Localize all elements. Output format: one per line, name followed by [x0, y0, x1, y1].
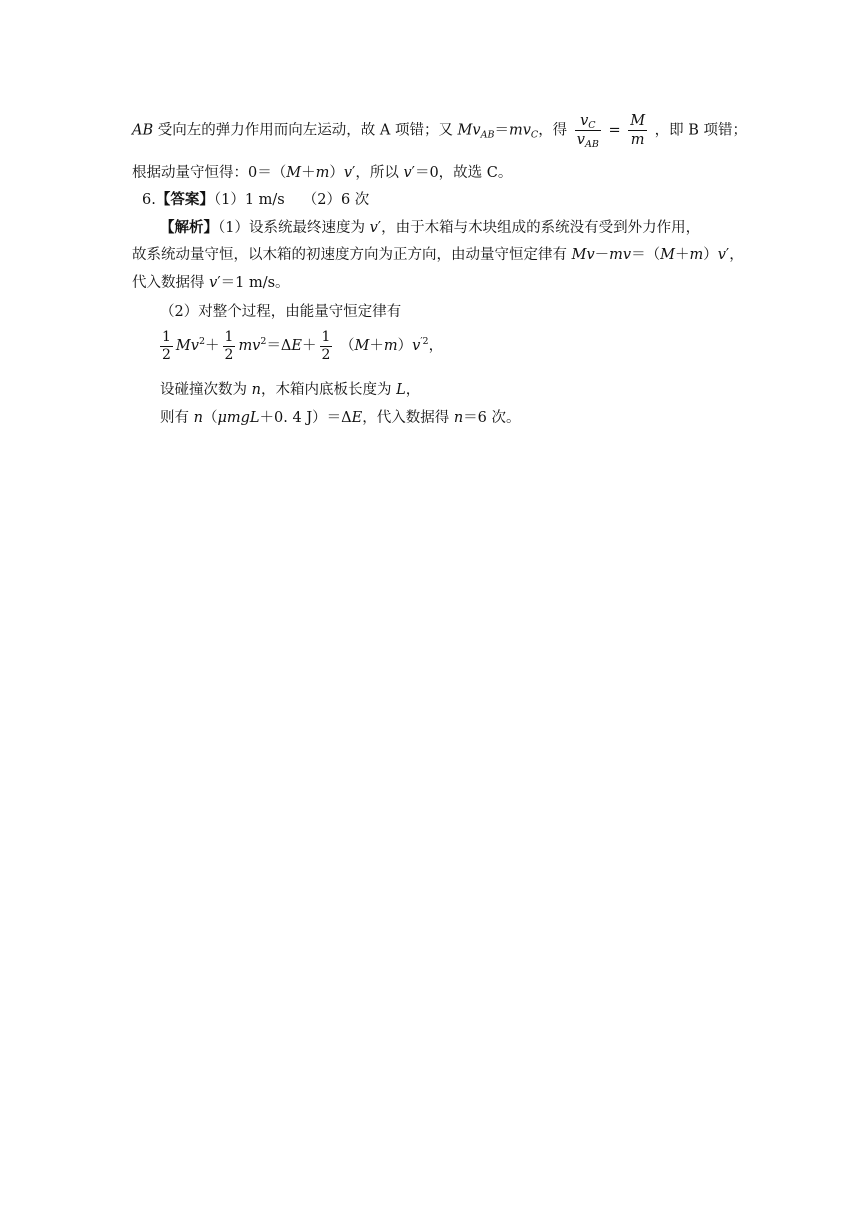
var-mv: mv [238, 338, 261, 354]
var-L: L [396, 382, 406, 398]
text-segment: （2）对整个过程，由能量守恒定律有 [160, 304, 402, 320]
numerator: 1 [321, 328, 331, 345]
var-v: v [576, 132, 585, 148]
plus-sign: ＋ [674, 247, 690, 263]
text-segment: 受向左的弹力作用而向左运动，故 A 项错；又 [153, 122, 458, 139]
var-m: m [315, 165, 330, 181]
denominator: 2 [224, 346, 234, 363]
fraction-one-half [160, 329, 173, 364]
superscript-prime-2: ′2 [420, 336, 429, 347]
equals-sign: = [603, 122, 626, 139]
text-segment: 故系统动量守恒，以木箱的初速度方向为正方向，由动量守恒定律有 [132, 247, 572, 263]
text-segment: ，得 [538, 122, 572, 139]
paragraph-line-2 [132, 163, 512, 185]
text-segment: ） [397, 338, 413, 354]
var-n: n [453, 410, 464, 426]
equals-delta: ＝Δ [266, 338, 292, 354]
var-m: m [508, 122, 523, 139]
var-mv: mv [609, 247, 632, 263]
var-v: v [403, 165, 412, 181]
minus-sign: － [594, 247, 610, 263]
prime-mark: ′ [352, 165, 356, 181]
var-mu-mgL: μmgL [217, 410, 260, 426]
var-M: M [286, 165, 302, 181]
var-m: m [383, 338, 398, 354]
fraction-vc-over-vab [575, 112, 601, 149]
denominator: 2 [321, 346, 331, 363]
answer-tag: 【答案】 [155, 191, 214, 208]
numerator: 1 [224, 328, 234, 345]
fraction-one-half [223, 329, 236, 364]
prime-mark: ′ [217, 275, 221, 291]
text-segment: 根据动量守恒得：0＝（ [132, 165, 287, 181]
numerator: 1 [162, 328, 171, 345]
answer-part-2: （2）6 次 [302, 192, 370, 208]
var-n: n [251, 382, 261, 398]
paragraph-line-10 [160, 408, 521, 430]
var-Mv: Mv [175, 338, 199, 354]
var-v: v [343, 165, 353, 181]
var-v: v [412, 338, 421, 354]
text-ab: AB [132, 122, 154, 139]
paragraph-line-7 [160, 302, 401, 324]
fraction-M-over-m [628, 112, 647, 149]
text-segment: ） [703, 247, 718, 263]
text-segment: ＋0. 4 J）＝Δ [259, 410, 352, 426]
var-M: M [630, 113, 646, 129]
text-segment: ， [405, 382, 421, 398]
prime-mark: ′ [725, 247, 730, 263]
subscript-C: C [530, 129, 539, 141]
text-segment: 设碰撞次数为 [160, 382, 252, 398]
var-m: m [630, 132, 645, 148]
text-segment: ， [428, 338, 444, 354]
var-v: v [209, 275, 218, 291]
text-segment: ， [729, 247, 744, 263]
superscript-2: 2 [198, 336, 206, 347]
text-segment: ，木箱内底板长度为 [260, 382, 397, 398]
superscript-2: 2 [260, 336, 267, 347]
plus-sign: ＋ [369, 338, 384, 354]
denominator: 2 [162, 346, 171, 363]
var-v: v [522, 122, 531, 139]
var-E: E [351, 410, 363, 426]
prime-mark: ′ [377, 220, 382, 236]
text-segment: （1）设系统最终速度为 [218, 220, 370, 236]
var-m: m [689, 247, 704, 263]
question-number: 6. [142, 192, 156, 208]
subscript-AB: AB [480, 129, 495, 141]
paragraph-line-6 [132, 273, 290, 295]
var-v: v [369, 220, 378, 236]
var-v: v [717, 247, 726, 263]
var-n: n [193, 410, 203, 426]
fraction-one-half [320, 329, 333, 364]
paragraph-line-1 [132, 112, 747, 148]
var-Mv: Mv [571, 247, 595, 263]
text-segment: ，即 B 项错； [650, 122, 748, 139]
paragraph-line-4 [160, 218, 700, 240]
prime-mark: ′ [411, 165, 415, 181]
text-segment: ，由于木箱与木块组成的系统没有受到外力作用， [381, 220, 701, 236]
paragraph-line-5 [132, 245, 744, 267]
plus-sign: ＋ [301, 165, 316, 181]
var-M: M [660, 247, 675, 263]
text-segment: ，所以 [355, 165, 404, 181]
paragraph-line-9 [160, 380, 420, 402]
var-M: M [457, 122, 473, 139]
text-segment: 则有 [160, 410, 194, 426]
subscript-C: C [588, 120, 596, 131]
analysis-tag: 【解析】 [160, 219, 218, 236]
var-M: M [354, 338, 370, 354]
text-segment: ＝6 次。 [463, 410, 521, 426]
var-v: v [580, 113, 589, 129]
text-segment: ＝0，故选 C。 [414, 165, 513, 181]
var-v: v [472, 122, 481, 139]
text-segment: 代入数据得 [132, 275, 210, 291]
text-segment: ＝1 m/s。 [220, 275, 290, 291]
plus-sign: ＋ [205, 338, 220, 354]
plus-sign: ＋ [302, 338, 317, 354]
text-segment: （ [202, 410, 218, 426]
subscript-AB: AB [585, 139, 599, 150]
text-segment: （ [335, 338, 355, 354]
answer-line [142, 190, 369, 212]
energy-equation-line [160, 326, 443, 370]
answer-part-1: （1）1 m/s [213, 192, 285, 208]
text-segment: ＝（ [631, 247, 661, 263]
equals-sign: ＝ [494, 122, 509, 139]
text-segment: ） [329, 165, 344, 181]
var-E: E [291, 338, 303, 354]
text-segment: ，代入数据得 [362, 410, 454, 426]
